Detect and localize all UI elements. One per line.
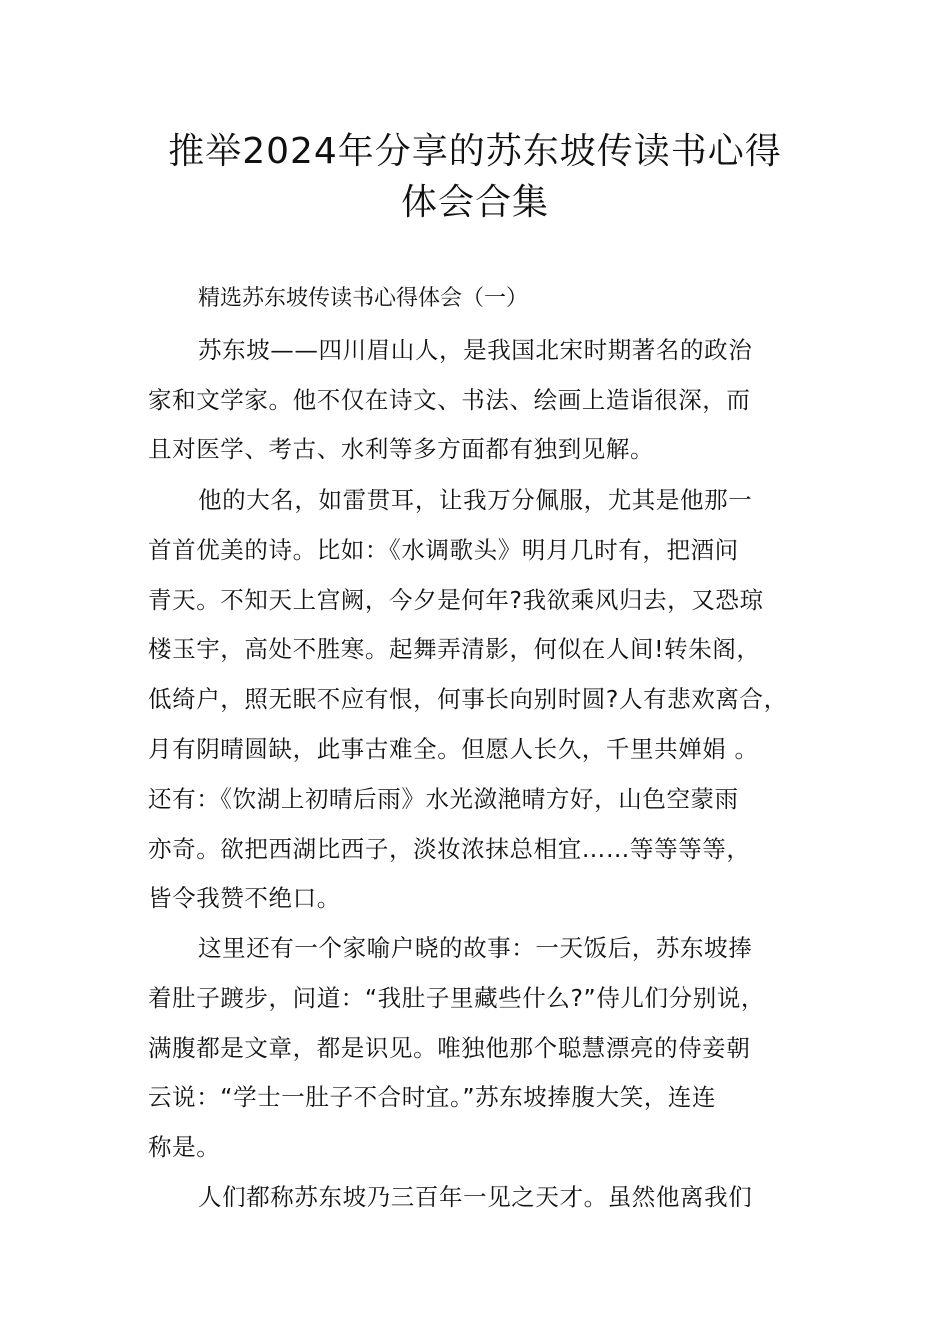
paragraph-line: 皆令我赞不绝口。	[148, 884, 341, 912]
paragraph-line: 亦奇。欲把西湖比西子，淡妆浓抹总相宜……等等等等，	[148, 835, 751, 863]
paragraph-line: 称是。	[148, 1133, 221, 1161]
paragraph-line: 这里还有一个家喻户晓的故事：一天饭后，苏东坡捧	[198, 934, 753, 962]
paragraph-line: 苏东坡——四川眉山人，是我国北宋时期著名的政治	[198, 336, 753, 364]
paragraph-line: 他的大名，如雷贯耳，让我万分佩服，尤其是他那一	[198, 486, 753, 514]
paragraph-line: 首首优美的诗。比如：《水调歌头》明月几时有，把酒问	[148, 536, 739, 564]
paragraph-line: 还有：《饮湖上初晴后雨》水光潋滟晴方好，山色空蒙雨	[148, 785, 739, 813]
section-heading: 精选苏东坡传读书心得体会（一）	[198, 286, 529, 311]
document-title-line-1: 推举2024年分享的苏东坡传读书心得	[168, 131, 782, 172]
paragraph-line: 云说：“学士一肚子不合时宜。”苏东坡捧腹大笑，连连	[148, 1083, 717, 1111]
paragraph-line: 满腹都是文章，都是识见。唯独他那个聪慧漂亮的侍妾朝	[148, 1034, 751, 1062]
document-title-line-2: 体会合集	[400, 182, 549, 223]
paragraph-line: 且对医学、考古、水利等多方面都有独到见解。	[148, 435, 655, 463]
paragraph-line: 低绮户，照无眠不应有恨，何事长向别时圆?人有悲欢离合，	[148, 685, 788, 713]
paragraph-line: 家和文学家。他不仅在诗文、书法、绘画上造诣很深，而	[148, 386, 751, 414]
paragraph-line: 着肚子踱步，问道：“我肚子里藏些什么?”侍儿们分别说，	[148, 984, 766, 1012]
paragraph-line: 楼玉宇，高处不胜寒。起舞弄清影，何似在人间!转朱阁，	[148, 635, 761, 663]
paragraph-line: 青天。不知天上宫阙，今夕是何年?我欲乘风归去，又恐琼	[148, 586, 764, 614]
paragraph-line: 月有阴晴圆缺，此事古难全。但愿人长久，千里共婵娟 。	[148, 735, 759, 763]
paragraph-line: 人们都称苏东坡乃三百年一见之天才。虽然他离我们	[198, 1183, 753, 1211]
